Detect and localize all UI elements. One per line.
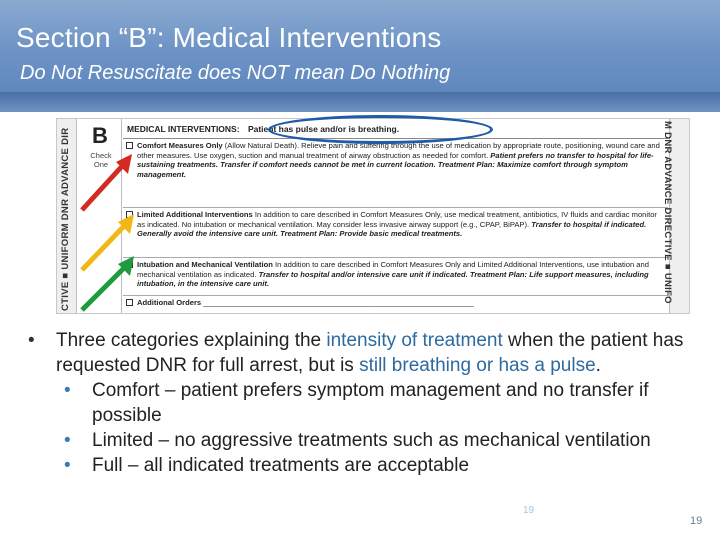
form-option-line: ________________________________________________________________ [203,298,474,307]
form-check-one: Check One [90,151,112,169]
form-option-additional [123,296,668,314]
form-option-title: Limited Additional Interventions [137,210,253,219]
page-number: 19 [690,515,703,527]
sub-bullet-text: Full – all indicated treatments are acceptable [92,455,470,476]
checkbox-icon [126,142,133,149]
title-bar [0,0,720,112]
sub-bullet-icon: • [64,455,71,476]
form-content [123,119,668,314]
sub-bullet-icon: • [64,430,71,451]
form-header-note: Patient has pulse and/or is breathing. [247,124,400,134]
form-option-intubation [123,258,668,296]
arrows-graphic [76,150,146,320]
bullet-main [28,328,688,378]
form-option-bold: Patient prefers no transfer to hospital for life-sustaining treatments. Transfer if comfort needs cannot be met in current location. Treatment Plan: Maximize comfort through symptom management. [137,150,654,179]
dnr-form-image [56,118,690,314]
bullet-text: when the patient has requested DNR for full arrest, but is [56,330,684,376]
sub-bullet-comfort [28,378,688,428]
form-header-label: MEDICAL INTERVENTIONS: [127,124,240,134]
form-option-comfort [123,139,668,208]
form-left-vertical-text: CTIVE ■ UNIFORM DNR ADVANCE DIR [60,127,71,311]
form-option-bold: Transfer to hospital and/or intensive care unit if indicated. Treatment Plan: Life support measures, including intubation, in the intensive care unit. [137,269,649,289]
form-option-text: In addition to care described in Comfort Measures Only and Limited Additional Interventions, use intubation and mechanical ventilation as indicated. [137,260,649,279]
form-option-title: Additional Orders [137,298,202,307]
bullet-text: Three categories explaining the [56,330,327,351]
title-bar-band [0,92,720,112]
bullet-text: . [595,355,601,376]
bullet-accent: intensity of treatment [326,330,503,351]
red-arrow-icon [82,154,132,210]
form-right-strip [662,119,689,314]
form-option-limited [123,208,668,258]
bullet-list [28,328,688,478]
slide-title: Section “B”: Medical Interventions [16,22,442,53]
ghost-page-number: 19 [523,505,535,516]
form-option-title: Intubation and Mechanical Ventilation [137,260,273,269]
sub-bullet-full [28,453,688,478]
form-option-text: In addition to care described in Comfort Measures Only, use medical treatment, antibiotics, IV fluids and cardiac monitor as indicated. No intubation or mechanical ventilation. May consider less invasive airway support (e.g., CPAP, BiPAP). [137,210,657,229]
form-option-text: (Allow Natural Death). Relieve pain and suffering through the use of medication by appropriate route, positioning, wound care and other measures. Use oxygen, suction and manual treatment of airway obstruction as needed for comfort. [137,141,660,160]
form-right-vertical-text: M DNR ADVANCE DIRECTIVE ■ UNIFO [662,121,673,304]
bullet-accent: still breathing or has a pulse [359,355,596,376]
form-section-letter: B [92,123,108,148]
form-option-bold: Transfer to hospital if indicated. Generally avoid the intensive care unit. Treatment Plan: Provide basic medical treatments. [137,219,647,239]
form-option-title: Comfort Measures Only [137,141,223,150]
sub-bullet-limited [28,428,688,453]
sub-bullet-text: Limited – no aggressive treatments such as mechanical ventilation [92,430,651,451]
sub-bullet-icon: • [64,380,71,401]
sub-bullet-text: Comfort – patient prefers symptom management and no transfer if possible [92,380,649,426]
bullet-icon: • [28,330,35,351]
form-left-strip [57,119,77,314]
slide-subtitle: Do Not Resuscitate does NOT mean Do Nothing [20,62,451,84]
highlight-oval [268,115,493,144]
